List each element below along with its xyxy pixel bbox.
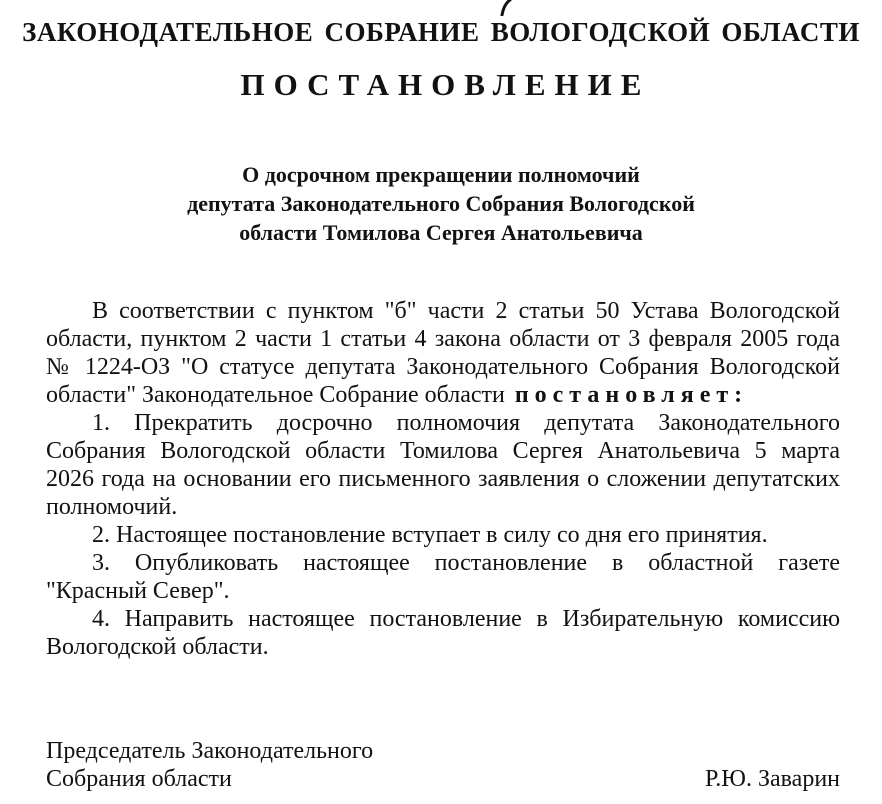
item-4-line-2: Вологодской области. xyxy=(46,634,269,660)
document-type-title: ПОСТАНОВЛЕНИЕ xyxy=(240,67,651,102)
item-1-line-2: Собрания Вологодской области Томилова Сергея Анатольевича 5 марта xyxy=(46,438,840,464)
intro-line-4 xyxy=(46,381,840,409)
item-1-line-1: 1. Прекратить досрочно полномочия депутата Законодательного xyxy=(92,410,840,436)
signature-position xyxy=(46,737,373,793)
item-3-line-1: 3. Опубликовать настоящее постановление в областной газете xyxy=(92,550,840,576)
signature-position-line-1: Председатель Законодательного xyxy=(46,738,374,764)
intro-line-2: области, пунктом 2 части 1 статьи 4 закона области от 3 февраля 2005 года xyxy=(46,326,840,352)
item-1 xyxy=(46,409,840,521)
subject-line-2: депутата Законодательного Собрания Вологодской xyxy=(187,191,695,216)
intro-line-4-text: области" Законодательное Собрание области xyxy=(46,382,505,408)
item-1-line-3: 2026 года на основании его письменного заявления о сложении депутатских xyxy=(46,466,840,492)
signature-name: Р.Ю. Заварин xyxy=(704,766,840,792)
intro-line-3: № 1224-ОЗ "О статусе депутата Законодательного Собрания Вологодской xyxy=(46,354,840,380)
intro-line-1: В соответствии с пунктом "б" части 2 статьи 50 Устава Вологодской xyxy=(92,298,840,324)
document-subject xyxy=(0,160,882,247)
organization-name: ЗАКОНОДАТЕЛЬНОЕ СОБРАНИЕ ВОЛОГОДСКОЙ ОБЛАСТИ xyxy=(22,17,860,47)
intro-paragraph xyxy=(46,297,840,409)
document-body xyxy=(46,297,840,661)
subject-line-1: О досрочном прекращении полномочий xyxy=(242,162,640,187)
item-3 xyxy=(46,549,840,605)
signature-block xyxy=(46,737,840,793)
subject-line-3: области Томилова Сергея Анатольевича xyxy=(239,220,643,245)
item-4-line-1: 4. Направить настоящее постановление в Избирательную комиссию xyxy=(92,606,840,632)
item-4 xyxy=(46,605,840,661)
item-1-line-4: полномочий. xyxy=(46,494,178,520)
signature-position-line-2: Собрания области xyxy=(46,766,232,792)
item-2-line-1: 2. Настоящее постановление вступает в силу со дня его принятия. xyxy=(92,522,768,548)
item-2 xyxy=(46,521,840,549)
item-3-line-2: "Красный Север". xyxy=(46,578,230,604)
resolve-word: постановляет: xyxy=(514,382,749,408)
scan-stroke-icon xyxy=(496,0,514,16)
